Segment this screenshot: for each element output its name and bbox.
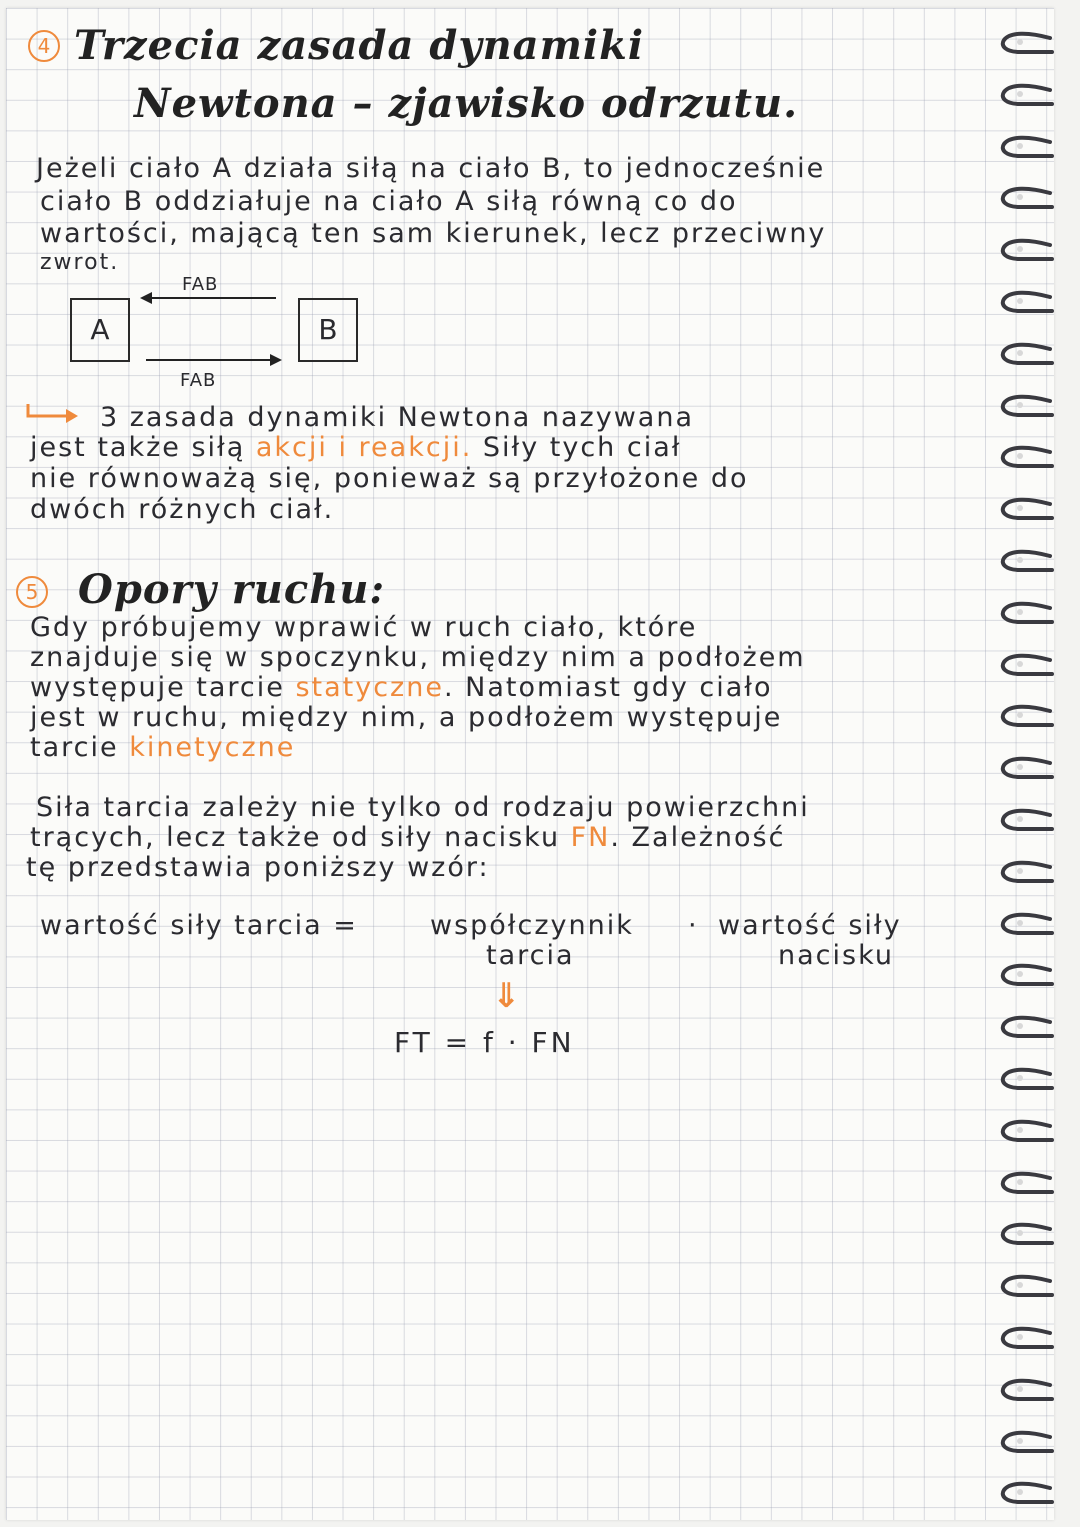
- spiral-ring-icon: [998, 548, 1054, 578]
- highlight-akcji-reakcji: akcji i reakcji.: [255, 432, 473, 463]
- highlight-fn: FN: [570, 822, 611, 853]
- spiral-ring-icon: [998, 1273, 1054, 1303]
- spiral-ring-icon: [998, 444, 1054, 474]
- spiral-ring-icon: [998, 807, 1054, 837]
- force-label-top: FAB: [182, 274, 219, 295]
- section-5-title: Opory ruchu:: [78, 566, 386, 613]
- section-number-4: 4: [28, 30, 60, 62]
- paragraph-line: dwóch różnych ciał.: [30, 494, 335, 525]
- spiral-ring-icon: [998, 393, 1054, 423]
- paragraph-line: nie równoważą się, ponieważ są przyłożone do: [30, 463, 749, 494]
- notebook-page: [6, 8, 1054, 1520]
- spiral-ring-icon: [998, 652, 1054, 682]
- paragraph-line: Siła tarcia zależy nie tylko od rodzaju powierzchni: [36, 792, 810, 823]
- spiral-ring-icon: [998, 1480, 1054, 1510]
- spiral-ring-icon: [998, 1014, 1054, 1044]
- spiral-ring-icon: [998, 1221, 1054, 1251]
- spiral-ring-icon: [998, 703, 1054, 733]
- spiral-ring-icon: [998, 185, 1054, 215]
- paragraph-line: 3 zasada dynamiki Newtona nazywana: [100, 402, 694, 433]
- spiral-ring-icon: [998, 237, 1054, 267]
- spiral-ring-icon: [998, 30, 1054, 60]
- equation-coef-sub: tarcia: [486, 940, 575, 971]
- double-arrow-down-icon: ⇓: [492, 976, 521, 1016]
- equation-rhs-sub: nacisku: [778, 940, 894, 971]
- paragraph-line: Gdy próbujemy wprawić w ruch ciało, które: [30, 612, 698, 643]
- box-b: B: [298, 298, 358, 362]
- paragraph-line: trących, lecz także od siły nacisku FN. Zależność: [30, 822, 786, 853]
- spiral-ring-icon: [998, 911, 1054, 941]
- spiral-ring-icon: [998, 82, 1054, 112]
- highlight-kinetyczne: kinetyczne: [129, 732, 296, 763]
- paragraph-line: zwrot.: [40, 250, 120, 275]
- paragraph-line: wartości, mającą ten sam kierunek, lecz przeciwny: [40, 218, 827, 249]
- spiral-ring-icon: [998, 1066, 1054, 1096]
- spiral-ring-icon: [998, 859, 1054, 889]
- spiral-ring-icon: [998, 962, 1054, 992]
- equation-lhs: wartość siły tarcia =: [40, 910, 358, 941]
- spiral-ring-icon: [998, 341, 1054, 371]
- paragraph-line: Jeżeli ciało A działa siłą na ciało B, to jednocześnie: [36, 153, 826, 184]
- equation-dot: ·: [688, 910, 699, 941]
- paragraph-line: jest także siłą akcji i reakcji. Siły tych ciał: [30, 432, 682, 463]
- paragraph-line: jest w ruchu, między nim, a podłożem występuje: [30, 702, 783, 733]
- force-arrows: [136, 288, 286, 368]
- spiral-ring-icon: [998, 1170, 1054, 1200]
- spiral-ring-icon: [998, 755, 1054, 785]
- spiral-ring-icon: [998, 496, 1054, 526]
- spiral-ring-icon: [998, 289, 1054, 319]
- paragraph-line: tę przedstawia poniższy wzór:: [26, 852, 490, 883]
- force-label-bottom: FAB: [180, 370, 217, 391]
- paragraph-line: występuje tarcie statyczne. Natomiast gdy ciało: [30, 672, 773, 703]
- arrow-right-icon: [146, 354, 282, 366]
- spiral-ring-icon: [998, 600, 1054, 630]
- friction-formula: FT = f · FN: [394, 1026, 575, 1059]
- section-number-5: 5: [16, 576, 48, 608]
- spiral-ring-icon: [998, 1118, 1054, 1148]
- paragraph-line: znajduje się w spoczynku, między nim a podłożem: [30, 642, 806, 673]
- highlight-statyczne: statyczne: [295, 672, 444, 703]
- section-4-title-line1: Trzecia zasada dynamiki: [74, 22, 645, 69]
- spiral-ring-icon: [998, 1429, 1054, 1459]
- arrow-left-icon: [140, 292, 276, 304]
- box-a: A: [70, 298, 130, 362]
- spiral-ring-icon: [998, 134, 1054, 164]
- equation-coef: współczynnik: [430, 910, 634, 941]
- equation-rhs: wartość siły: [718, 910, 902, 941]
- paragraph-line: ciało B oddziałuje na ciało A siłą równą co do: [40, 186, 738, 217]
- spiral-ring-icon: [998, 1377, 1054, 1407]
- orange-arrow-icon: [24, 402, 80, 424]
- section-4-title-line2: Newtona – zjawisko odrzutu.: [134, 80, 799, 127]
- spiral-ring-icon: [998, 1325, 1054, 1355]
- paragraph-line: tarcie kinetyczne: [30, 732, 296, 763]
